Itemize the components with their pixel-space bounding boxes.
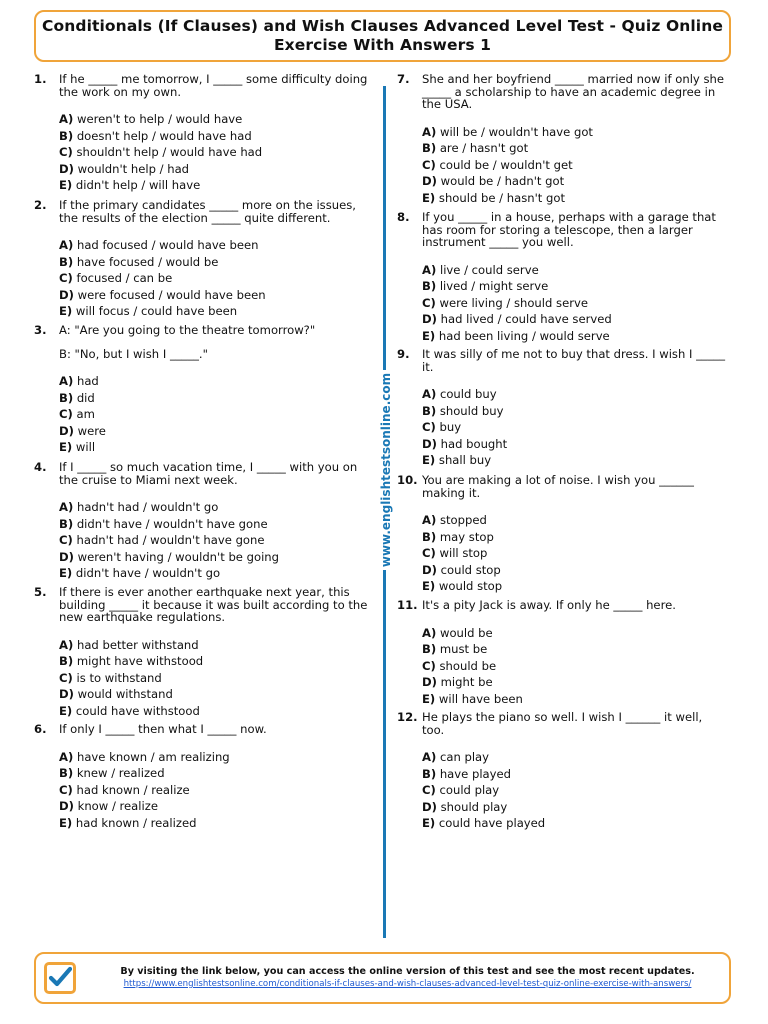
option-letter: E) [59,178,73,192]
answer-option[interactable] [59,128,374,145]
question-text: If only I _____ then what I _____ now. [59,722,267,736]
question-11 [397,599,727,707]
option-letter: B) [59,254,74,269]
option-text: am [76,407,95,421]
option-letter: E) [422,453,436,467]
option-letter: D) [422,312,437,326]
option-text: know / realize [77,799,158,813]
answer-option[interactable] [422,190,727,207]
option-letter: A) [59,749,74,764]
option-text: hadn't had / wouldn't have gone [76,533,265,547]
option-letter: A) [59,500,74,514]
answer-option[interactable] [422,512,727,529]
footer-box [34,952,731,1004]
question-number: 10. [397,473,418,487]
option-text: had lived / could have served [440,312,612,326]
question-10 [397,474,727,595]
option-letter: C) [59,670,73,685]
option-letter: E) [59,566,73,580]
option-text: could have withstood [75,703,200,718]
option-letter: C) [422,420,436,434]
answer-option[interactable] [59,765,374,782]
option-letter: A) [422,513,437,527]
option-text: hadn't had / wouldn't go [76,500,219,514]
option-letter: C) [422,157,436,172]
option-text: shouldn't help / would have had [76,145,263,159]
question-text: If he _____ me tomorrow, I _____ some difficulty doing the work on my own. [59,72,368,99]
option-letter: B) [59,128,74,143]
option-letter: A) [59,112,74,126]
option-letter: B) [422,529,437,544]
answer-option[interactable] [59,686,374,703]
answer-option[interactable] [59,270,374,287]
option-text: might have withstood [76,654,204,668]
question-5 [34,586,374,719]
option-text: have played [439,766,511,781]
option-letter: B) [422,642,437,656]
option-text: didn't help / will have [75,178,201,192]
answer-option[interactable] [422,436,727,453]
answer-option[interactable] [422,625,727,642]
answer-option[interactable] [422,419,727,436]
option-letter: B) [422,766,437,781]
answer-option[interactable] [422,545,727,562]
option-text: buy [439,420,462,434]
option-letter: E) [422,579,436,593]
answer-option[interactable] [422,749,727,766]
question-subtext: B: "No, but I wish I _____." [59,346,208,361]
option-text: could buy [439,387,497,401]
option-text: might be [440,675,493,689]
option-letter: A) [422,387,437,401]
option-text: could have played [438,816,546,830]
option-text: could stop [440,562,501,577]
option-letter: E) [422,328,436,343]
answer-option[interactable] [422,691,727,708]
question-1 [34,73,374,194]
option-text: have focused / would be [76,254,219,269]
answer-option[interactable] [59,532,374,549]
option-text: would withstand [77,687,173,701]
option-letter: D) [59,161,74,176]
option-text: didn't have / wouldn't go [75,566,221,580]
option-letter: E) [422,190,436,205]
option-letter: A) [422,625,437,640]
page-title-line-2: Exercise With Answers 1 [273,36,492,54]
option-letter: A) [59,238,74,252]
answer-option[interactable] [59,144,374,161]
option-text: will focus / could have been [75,304,238,318]
answer-options [422,625,727,708]
option-letter: D) [59,799,74,813]
option-text: did [76,390,95,405]
answer-option[interactable] [59,653,374,670]
option-letter: C) [422,295,436,310]
answer-option[interactable] [422,157,727,174]
answer-option[interactable] [59,111,374,128]
option-text: could be / wouldn't get [439,157,573,172]
question-7 [397,73,727,206]
answer-option[interactable] [422,452,727,469]
page-title-line-1: Conditionals (If Clauses) and Wish Clauses Advanced Level Test - Quiz Online [42,17,723,35]
question-text: If there is ever another earthquake next year, this building _____ it because it was built according to the new earthquake regulations. [59,585,368,624]
option-text: knew / realized [76,766,165,780]
answer-options [59,237,374,320]
option-letter: B) [422,279,437,293]
question-number: 4. [34,460,47,474]
option-letter: D) [422,562,437,577]
answer-options [422,124,727,207]
answer-options [59,111,374,194]
option-letter: C) [422,783,436,797]
answer-option[interactable] [59,815,374,832]
option-text: lived / might serve [439,279,549,293]
option-text: had focused / would have been [76,238,259,252]
question-number: 5. [34,585,47,599]
option-letter: C) [59,407,73,421]
option-letter: D) [422,799,437,814]
question-text: You are making a lot of noise. I wish you ______ making it. [422,473,694,500]
option-letter: E) [59,304,73,318]
option-letter: B) [422,403,437,418]
option-text: weren't having / wouldn't be going [77,549,279,564]
answer-option[interactable] [422,124,727,141]
option-text: have known / am realizing [76,749,230,764]
option-letter: D) [59,287,74,302]
option-text: had bought [440,436,508,451]
question-text: If you _____ in a house, perhaps with a garage that has room for storing a telescope, then a larger instrument _____ you well. [422,210,716,249]
option-letter: C) [422,658,436,673]
answer-option[interactable] [59,423,374,440]
option-letter: A) [422,262,437,277]
option-text: had better withstand [76,637,199,652]
question-6 [34,723,374,831]
checkbox-check-icon [44,962,76,994]
answer-option[interactable] [422,562,727,579]
option-text: were [77,423,106,438]
answer-option[interactable] [59,670,374,687]
answer-option[interactable] [59,439,374,456]
answer-option[interactable] [59,703,374,720]
answer-option[interactable] [59,406,374,423]
option-text: should be [439,658,497,673]
option-text: weren't to help / would have [76,112,243,126]
answer-option[interactable] [59,373,374,390]
question-number: 12. [397,710,418,724]
option-text: should play [440,799,508,814]
option-text: could play [439,783,500,797]
answer-options [422,262,727,345]
answer-option[interactable] [422,578,727,595]
answer-option[interactable] [422,782,727,799]
option-letter: E) [422,816,436,830]
option-text: would be [439,625,493,640]
option-text: shall buy [438,453,492,467]
answer-option[interactable] [59,565,374,582]
option-text: will be / wouldn't have got [439,124,593,139]
answer-options [59,637,374,720]
answer-option[interactable] [422,328,727,345]
question-number: 3. [34,323,47,337]
option-letter: A) [422,124,437,139]
question-text: A: "Are you going to the theatre tomorrow?" [59,323,316,337]
option-text: had known / realized [75,815,197,830]
watermark-url: www.englishtestsonline.com [379,372,393,568]
question-number: 1. [34,72,47,86]
answer-option[interactable] [59,254,374,271]
question-number: 8. [397,210,410,224]
option-letter: C) [59,533,73,547]
answer-options [59,749,374,832]
option-text: should be / hasn't got [438,190,566,205]
answer-option[interactable] [59,782,374,799]
option-letter: E) [422,691,436,706]
question-3 [34,324,374,456]
answer-option[interactable] [422,173,727,190]
option-letter: B) [422,141,437,155]
footer-note: By visiting the link below, you can access the online version of this test and see the most recent updates. [120,966,695,977]
option-text: will have been [438,691,523,706]
option-text: didn't have / wouldn't have gone [76,516,268,531]
option-text: are / hasn't got [439,141,529,155]
option-letter: B) [59,766,74,780]
answer-option[interactable] [422,766,727,783]
question-9 [397,348,727,469]
answer-option[interactable] [59,549,374,566]
option-letter: B) [59,516,74,531]
option-text: had known / realize [76,782,190,797]
option-text: live / could serve [439,262,539,277]
answer-option[interactable] [59,303,374,320]
option-letter: E) [59,815,73,830]
option-text: were focused / would have been [77,287,266,302]
option-letter: D) [59,687,74,701]
answer-option[interactable] [59,516,374,533]
option-letter: E) [59,440,73,454]
answer-options [422,512,727,595]
option-text: may stop [439,529,494,544]
question-8 [397,211,727,344]
option-text: focused / can be [76,271,173,285]
option-letter: C) [422,546,436,560]
answer-option[interactable] [422,529,727,546]
answer-option[interactable] [59,161,374,178]
answer-option[interactable] [422,658,727,675]
option-letter: D) [422,174,437,188]
question-12 [397,711,727,832]
option-text: would stop [438,579,503,593]
option-letter: D) [422,675,437,689]
answer-option[interactable] [59,749,374,766]
option-text: were living / should serve [439,295,588,310]
option-letter: A) [59,637,74,652]
option-letter: A) [59,374,74,388]
answer-option[interactable] [59,237,374,254]
option-text: will stop [439,546,488,560]
question-2 [34,199,374,320]
question-text: If the primary candidates _____ more on the issues, the results of the election _____ quite different. [59,198,356,225]
answer-option[interactable] [422,815,727,832]
option-letter: A) [422,750,437,764]
answer-option[interactable] [422,641,727,658]
option-letter: D) [59,423,74,438]
question-text: If I _____ so much vacation time, I _____ with you on the cruise to Miami next week. [59,460,358,487]
footer-link[interactable]: https://www.englishtestsonline.com/conditionals-if-clauses-and-wish-clauses-advanced-level-test-quiz-online-exercise-with-answers/ [123,979,692,989]
question-text: He plays the piano so well. I wish I ______ it well, too. [422,710,703,737]
option-text: wouldn't help / had [77,161,190,176]
answer-option[interactable] [59,798,374,815]
question-text: It's a pity Jack is away. If only he _____ here. [422,598,676,612]
option-text: would be / hadn't got [440,174,565,188]
option-letter: D) [59,549,74,564]
title-box [34,10,731,62]
option-text: should buy [439,403,504,418]
question-number: 11. [397,598,418,612]
option-letter: C) [59,271,73,285]
option-letter: E) [59,703,73,718]
answer-option[interactable] [422,278,727,295]
question-number: 9. [397,347,410,361]
option-text: will [75,440,96,454]
answer-options [59,499,374,582]
answer-option[interactable] [422,403,727,420]
option-text: can play [439,750,490,764]
question-number: 2. [34,198,47,212]
answer-option[interactable] [422,311,727,328]
answer-option[interactable] [59,637,374,654]
answer-option[interactable] [422,140,727,157]
answer-option[interactable] [422,262,727,279]
option-letter: B) [59,654,74,668]
option-text: stopped [439,513,487,527]
answer-option[interactable] [59,390,374,407]
option-letter: B) [59,390,74,405]
option-text: had [76,374,99,388]
answer-option[interactable] [59,287,374,304]
question-4 [34,461,374,582]
question-text: It was silly of me not to buy that dress. I wish I _____ it. [422,347,726,374]
question-text: She and her boyfriend _____ married now if only she _____ a scholarship to have an academic degree in the USA. [422,72,724,111]
answer-option[interactable] [422,295,727,312]
answer-options [422,749,727,832]
question-number: 6. [34,722,47,736]
option-text: is to withstand [76,670,162,685]
answer-option[interactable] [59,177,374,194]
option-letter: D) [422,436,437,451]
answer-option[interactable] [422,386,727,403]
answer-option[interactable] [422,799,727,816]
answer-option[interactable] [422,674,727,691]
option-letter: C) [59,782,73,797]
option-letter: C) [59,145,73,159]
answer-option[interactable] [59,499,374,516]
option-text: doesn't help / would have had [76,128,252,143]
answer-options [59,373,374,456]
option-text: must be [439,642,488,656]
question-number: 7. [397,72,410,86]
answer-options [422,386,727,469]
option-text: had been living / would serve [438,328,610,343]
